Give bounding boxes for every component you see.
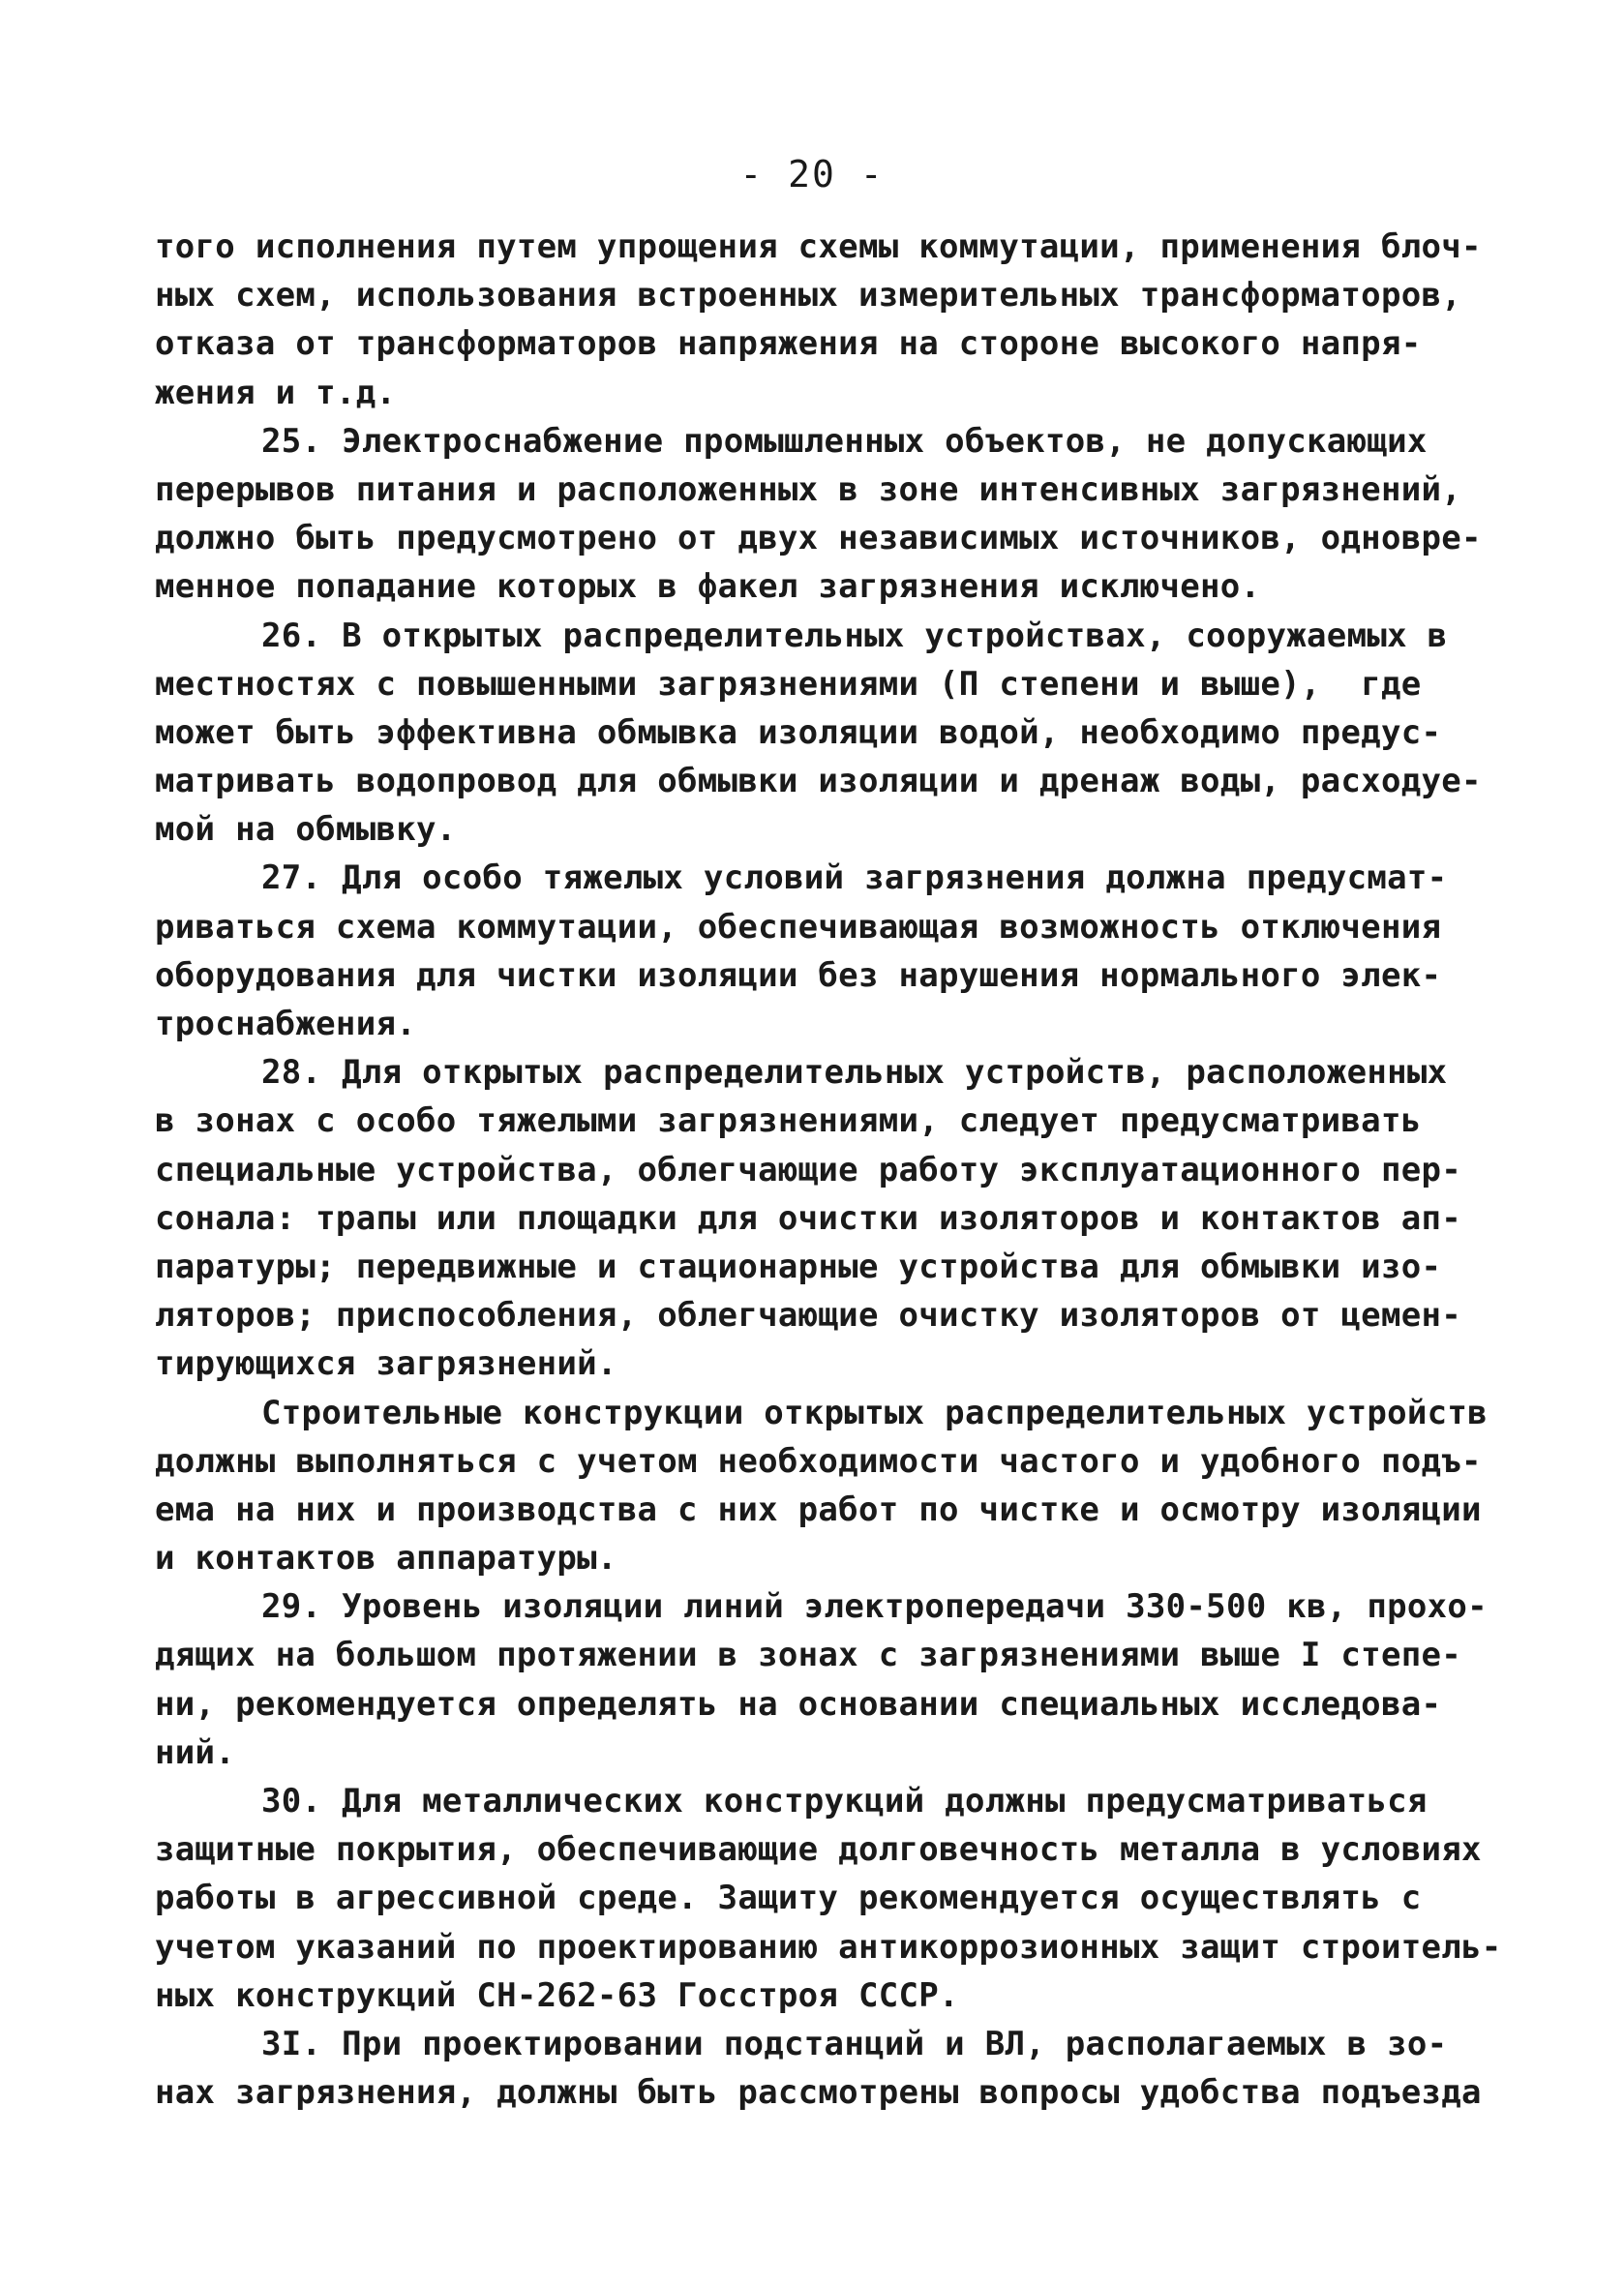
text-line: 26. В открытых распределительных устройствах, сооружаемых в — [261, 616, 1448, 655]
page-number: - 20 - — [739, 153, 885, 196]
text-line: 28. Для открытых распределительных устройств, расположенных — [261, 1053, 1448, 1093]
text-line: учетом указаний по проектированию антикоррозионных защит строитель- — [155, 1927, 1502, 1967]
text-line: мой на обмывку. — [155, 810, 457, 850]
text-line: риваться схема коммутации, обеспечивающая возможность отключения — [155, 907, 1442, 947]
text-line: ляторов; приспособления, облегчающие очистку изоляторов от цемен- — [155, 1296, 1462, 1336]
text-line: ных схем, использования встроенных измерительных трансформаторов, — [155, 276, 1462, 316]
text-line: ни, рекомендуется определять на основании специальных исследова- — [155, 1684, 1442, 1724]
text-line: Строительные конструкции открытых распределительных устройств — [261, 1393, 1488, 1432]
text-line: работы в агрессивной среде. Защиту рекомендуется осуществлять с — [155, 1879, 1422, 1918]
text-line: должны выполняться с учетом необходимости частого и удобного подъ- — [155, 1441, 1482, 1481]
text-line: 3I. При проектировании подстанций и ВЛ, располагаемых в зо- — [261, 2024, 1448, 2063]
text-line: жения и т.д. — [155, 373, 397, 412]
text-line: ема на них и производства с них работ по чистке и осмотру изоляции — [155, 1490, 1482, 1529]
text-line: ний. — [155, 1732, 236, 1772]
text-line: матривать водопровод для обмывки изоляции и дренаж воды, расходуе- — [155, 762, 1482, 801]
text-line: того исполнения путем упрощения схемы коммутации, применения блоч- — [155, 227, 1482, 266]
text-line: ных конструкций СН-262-63 Госстроя СССР. — [155, 1975, 959, 2015]
text-line: паратуры; передвижные и стационарные устройства для обмывки изо- — [155, 1247, 1442, 1286]
text-line: сонала: трапы или площадки для очистки изоляторов и контактов ап- — [155, 1198, 1462, 1238]
text-line: должно быть предусмотрено от двух независимых источников, одновре- — [155, 519, 1482, 558]
text-line: в зонах с особо тяжелыми загрязнениями, следует предусматривать — [155, 1101, 1422, 1141]
text-line: перерывов питания и расположенных в зоне интенсивных загрязнений, — [155, 469, 1462, 509]
text-line: менное попадание которых в факел загрязнения исключено. — [155, 567, 1261, 607]
text-line: 27. Для особо тяжелых условий загрязнения должна предусмат- — [261, 858, 1448, 898]
text-line: оборудования для чистки изоляции без нарушения нормального элек- — [155, 955, 1442, 995]
text-line: отказа от трансформаторов напряжения на стороне высокого напря- — [155, 324, 1422, 364]
body-text — [155, 223, 1510, 2117]
text-line: специальные устройства, облегчающие работу эксплуатационного пер- — [155, 1150, 1462, 1189]
text-line: 30. Для металлических конструкций должны предусматриваться — [261, 1782, 1428, 1821]
text-line: нах загрязнения, должны быть рассмотрены вопросы удобства подъезда — [155, 2073, 1482, 2113]
text-line: 29. Уровень изоляции линий электропередачи 330-500 кв, прохо- — [261, 1587, 1488, 1627]
text-line: защитные покрытия, обеспечивающие долговечность металла в условиях — [155, 1830, 1482, 1870]
text-line: дящих на большом протяжении в зонах с загрязнениями выше I степе- — [155, 1636, 1462, 1675]
text-line: местностях с повышенными загрязнениями (П степени и выше), где — [155, 664, 1422, 704]
text-line: 25. Электроснабжение промышленных объектов, не допускающих — [261, 421, 1428, 461]
text-line: тирующихся загрязнений. — [155, 1344, 617, 1384]
text-line: может быть эффективна обмывка изоляции водой, необходимо предус- — [155, 712, 1442, 752]
text-line: троснабжения. — [155, 1005, 417, 1043]
text-line: и контактов аппаратуры. — [155, 1539, 617, 1579]
